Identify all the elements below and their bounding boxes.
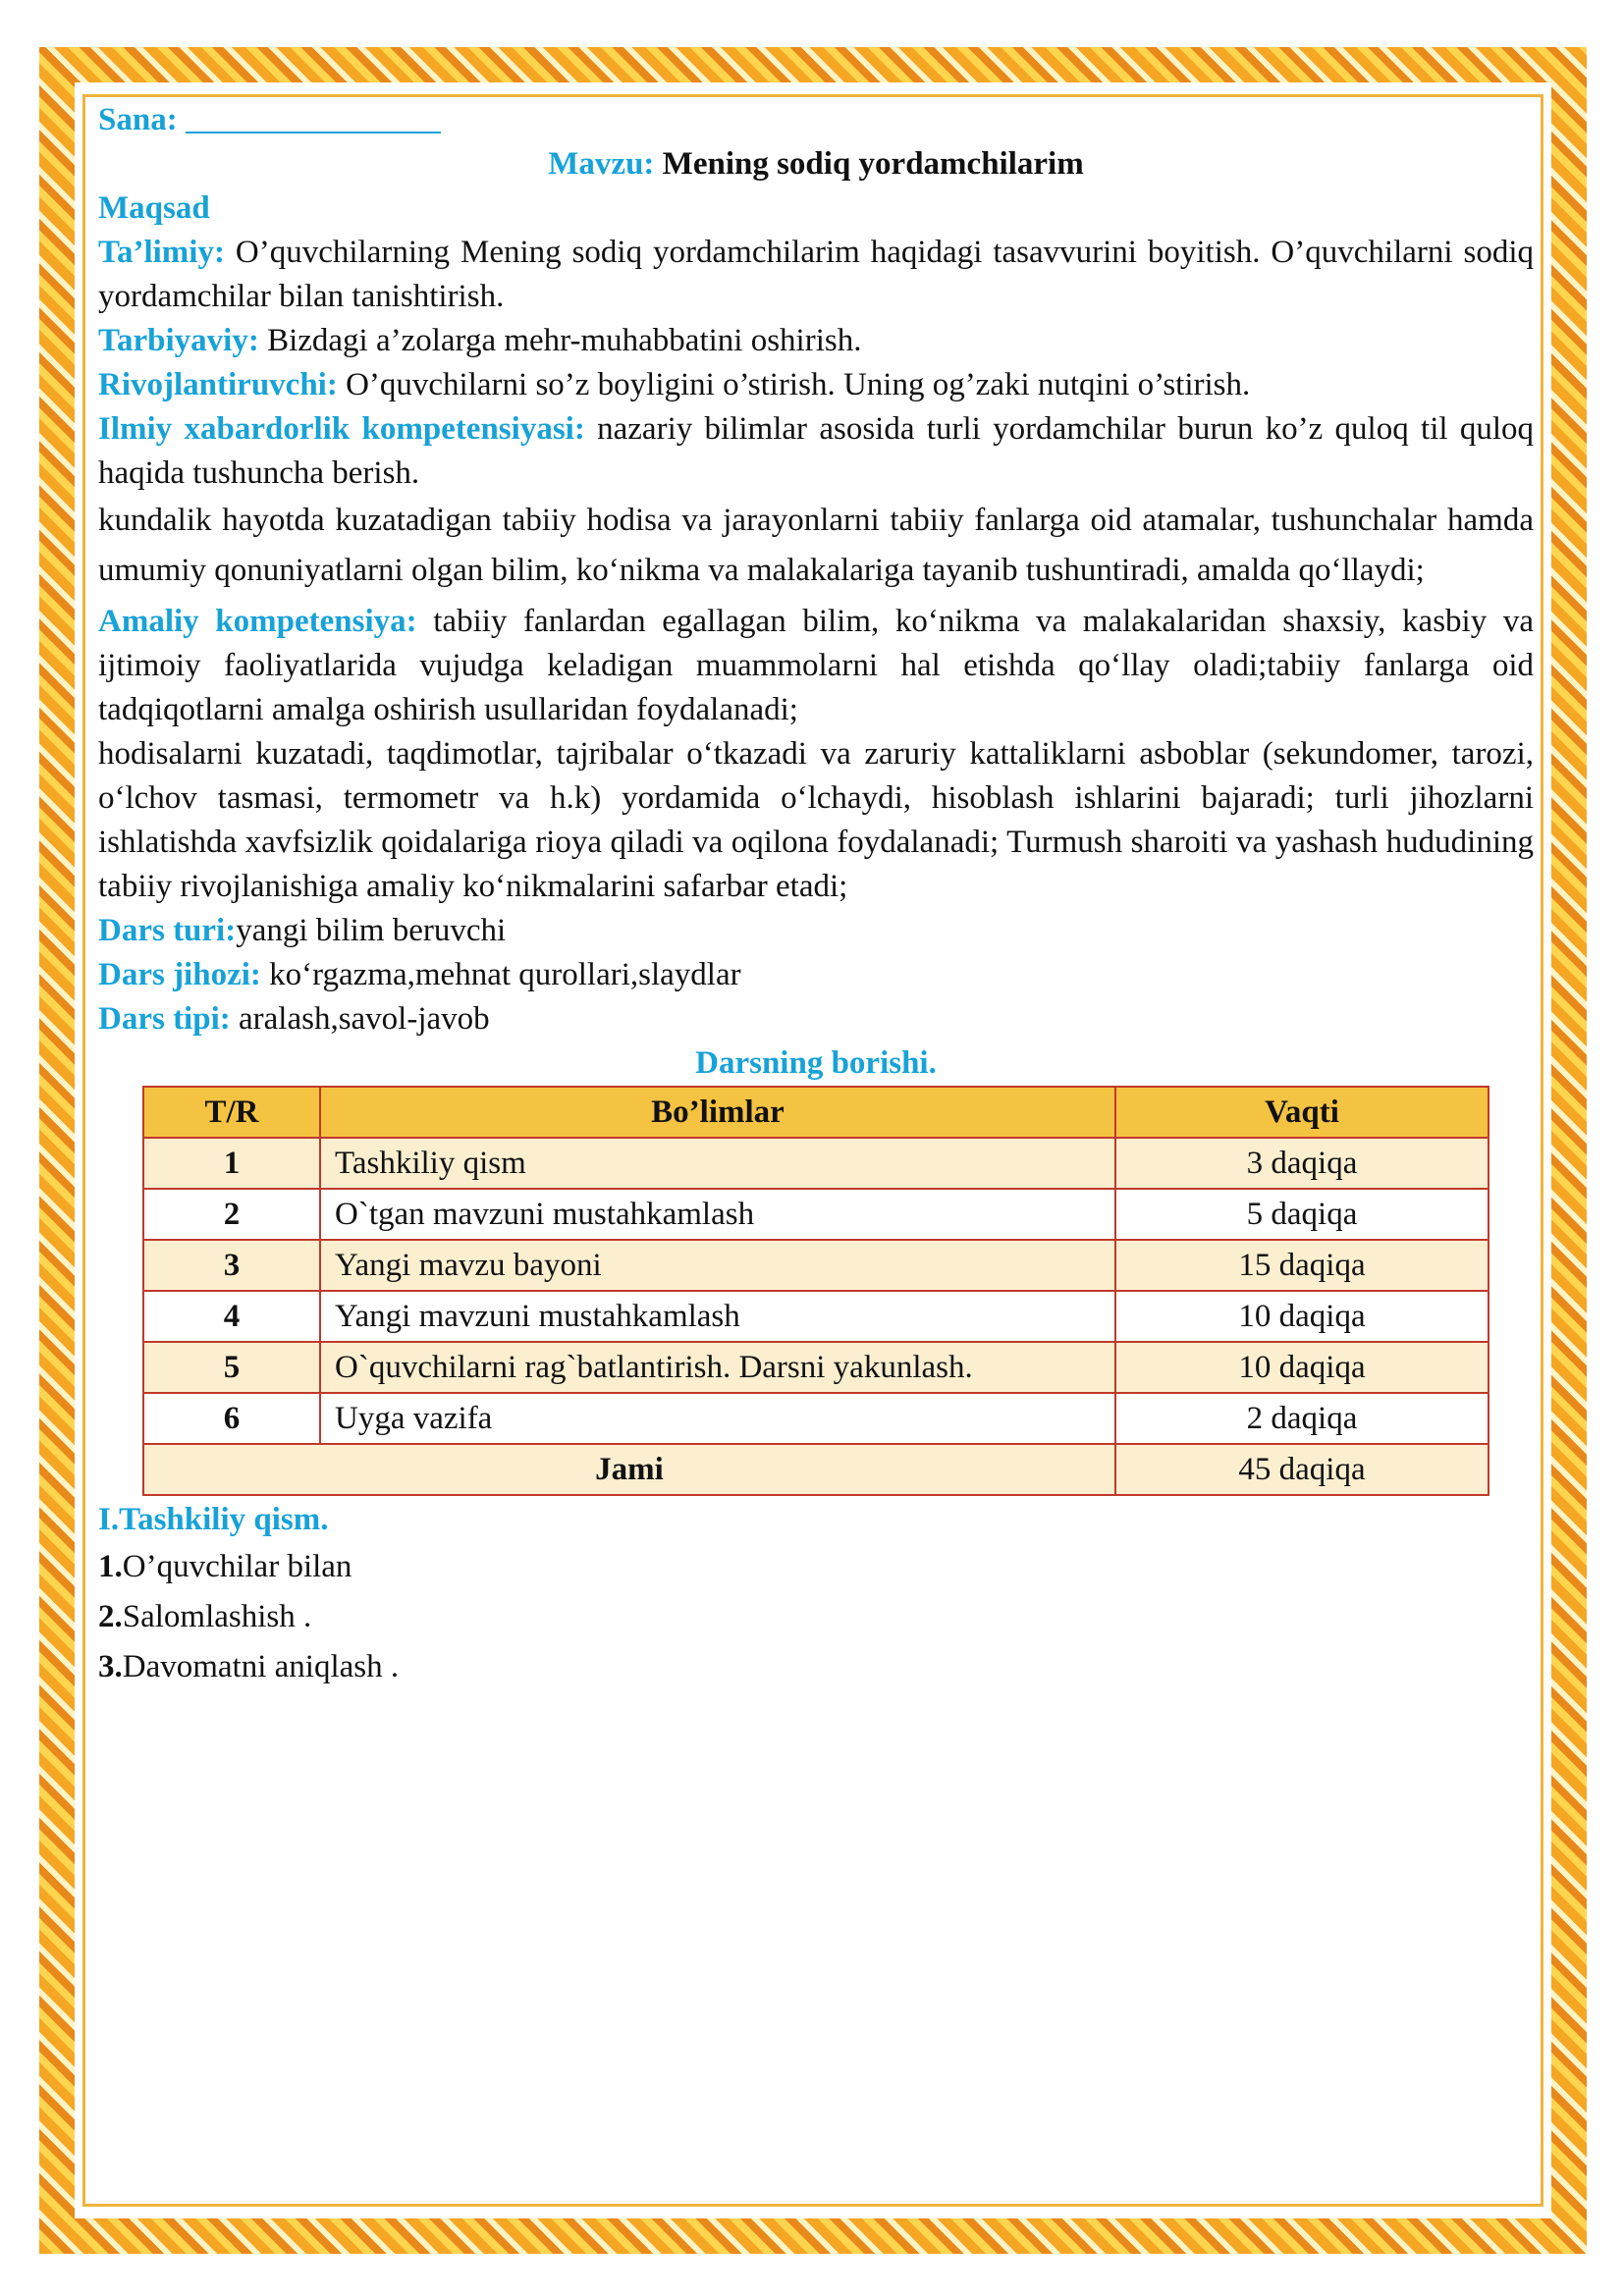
maqsad-heading [98,187,1534,231]
dars-tipi-line [98,997,1534,1041]
rivojlantiruvchi-text: O’quvchilarni so’z boyligini o’stirish. Uning og’zaki nutqini o’stirish. [346,367,1251,402]
header-bolimlar: Bo’limlar [320,1087,1115,1138]
tashkiliy-heading-text: I.Tashkiliy qism. [98,1502,329,1537]
table-row [143,1393,1489,1444]
row-section: O`tgan mavzuni mustahkamlash [320,1189,1115,1240]
tashkiliy-heading [98,1498,1534,1542]
row-time: 10 daqiqa [1115,1342,1489,1393]
header-vaqti: Vaqti [1115,1087,1489,1138]
total-value: 45 daqiqa [1115,1444,1489,1495]
tarbiyaviy-label: Tarbiyaviy: [98,323,259,358]
list-item-number: 1. [98,1549,123,1584]
tarbiyaviy-text: Bizdagi a’zolarga mehr-muhabbatini oshirish. [267,323,862,358]
dars-tipi-value: aralash,savol-javob [239,1001,490,1037]
tarbiyaviy-paragraph [98,319,1534,363]
dars-tipi-label: Dars tipi: [98,1001,231,1037]
row-number: 2 [143,1189,320,1240]
dars-turi-value: yangi bilim beruvchi [236,913,507,948]
hodisalar-paragraph: hodisalarni kuzatadi, taqdimotlar, tajribalar oʻtkazadi va zaruriy kattaliklarni asboblar (sekundomer, tarozi, oʻlchov tasmasi, termometr va h.k) yordamida oʻlchaydi, hisoblash ishlarini bajaradi; turli jihozlarni ishlatishda xavfsizlik qoidalariga rioya qiladi va oqilona foydalanadi; Turmush sharoiti va yashash hududining tabiiy rivojlanishiga amaliy koʻnikmalarini safarbar etadi; [98,736,1534,904]
table-row [143,1342,1489,1393]
table-total-row [143,1444,1489,1495]
date-blank [186,98,441,133]
ilmiy-label: Ilmiy xabardorlik kompetensiyasi: [98,411,585,447]
row-time: 5 daqiqa [1115,1189,1489,1240]
header-tr: T/R [143,1087,320,1138]
row-section: Yangi mavzuni mustahkamlash [320,1291,1115,1342]
topic-line [98,142,1534,187]
row-number: 3 [143,1240,320,1291]
list-item-number: 3. [98,1649,123,1684]
row-time: 10 daqiqa [1115,1291,1489,1342]
row-number: 6 [143,1393,320,1444]
row-section: Tashkiliy qism [320,1138,1115,1189]
list-item-number: 2. [98,1599,123,1634]
mavzu-label: Mavzu: [548,146,655,182]
sana-label: Sana: [98,102,178,137]
row-number: 1 [143,1138,320,1189]
rivojlantiruvchi-label: Rivojlantiruvchi: [98,367,338,402]
list-item [98,1642,1534,1692]
dars-jihozi-label: Dars jihozi: [98,957,261,992]
row-number: 5 [143,1342,320,1393]
row-number: 4 [143,1291,320,1342]
row-section: O`quvchilarni rag`batlantirish. Darsni yakunlash. [320,1342,1115,1393]
list-item-text: Davomatni aniqlash . [122,1649,400,1684]
amaliy-label: Amaliy kompetensiya: [98,604,417,639]
table-row [143,1189,1489,1240]
row-time: 3 daqiqa [1115,1138,1489,1189]
maqsad-heading-text: Maqsad [98,190,210,226]
borishi-heading-text: Darsning borishi. [695,1045,937,1081]
dars-turi-line [98,909,1534,953]
ilmiy-paragraph [98,407,1534,496]
ilmiy-text: nazariy bilimlar asosida turli yordamchilar burun ko’z quloq til quloq haqida tushuncha berish. [98,411,1535,491]
talimiy-text: O’quvchilarning Mening sodiq yordamchilarim haqidagi tasavvurini boyitish. O’quvchilarni sodiq yordamchilar bilan tanishtirish. [98,235,1534,314]
dars-turi-label: Dars turi: [98,913,237,948]
lesson-plan-document [98,98,1534,1692]
amaliy-text: tabiiy fanlardan egallagan bilim, koʻnikma va malakalaridan shaxsiy, kasbiy va ijtimoiy faoliyatlarida vujudga keladigan muammolarni hal etishda qoʻllay oladi;tabiiy fanlarga oid tadqiqotlarni amalga oshirish usullaridan foydalanadi; [98,604,1534,727]
row-time: 15 daqiqa [1115,1240,1489,1291]
table-header-row [143,1087,1489,1138]
date-line [98,98,1534,142]
rivojlantiruvchi-paragraph [98,363,1534,407]
kundalik-paragraph: kundalik hayotda kuzatadigan tabiiy hodisa va jarayonlarni tabiiy fanlarga oid atamalar, tushunchalar hamda umumiy qonuniyatlarni olgan bilim, koʻnikma va malakalariga tayanib tushuntiradi, amalda qoʻllaydi; [98,503,1534,588]
talimiy-paragraph [98,231,1534,319]
dars-jihozi-value: koʻrgazma,mehnat qurollari,slaydlar [269,957,741,992]
mavzu-value: Mening sodiq yordamchilarim [662,146,1084,182]
row-section: Yangi mavzu bayoni [320,1240,1115,1291]
amaliy-paragraph [98,600,1534,732]
list-item [98,1592,1534,1642]
list-item-text: O’quvchilar bilan [122,1549,352,1584]
table-row [143,1291,1489,1342]
borishi-heading [98,1041,1534,1086]
total-label: Jami [143,1444,1115,1495]
list-item [98,1542,1534,1592]
list-item-text: Salomlashish . [122,1599,312,1634]
row-time: 2 daqiqa [1115,1393,1489,1444]
lesson-plan-table [142,1086,1489,1496]
dars-jihozi-line [98,953,1534,997]
row-section: Uyga vazifa [320,1393,1115,1444]
table-row [143,1240,1489,1291]
table-row [143,1138,1489,1189]
talimiy-label: Ta’limiy: [98,235,225,270]
